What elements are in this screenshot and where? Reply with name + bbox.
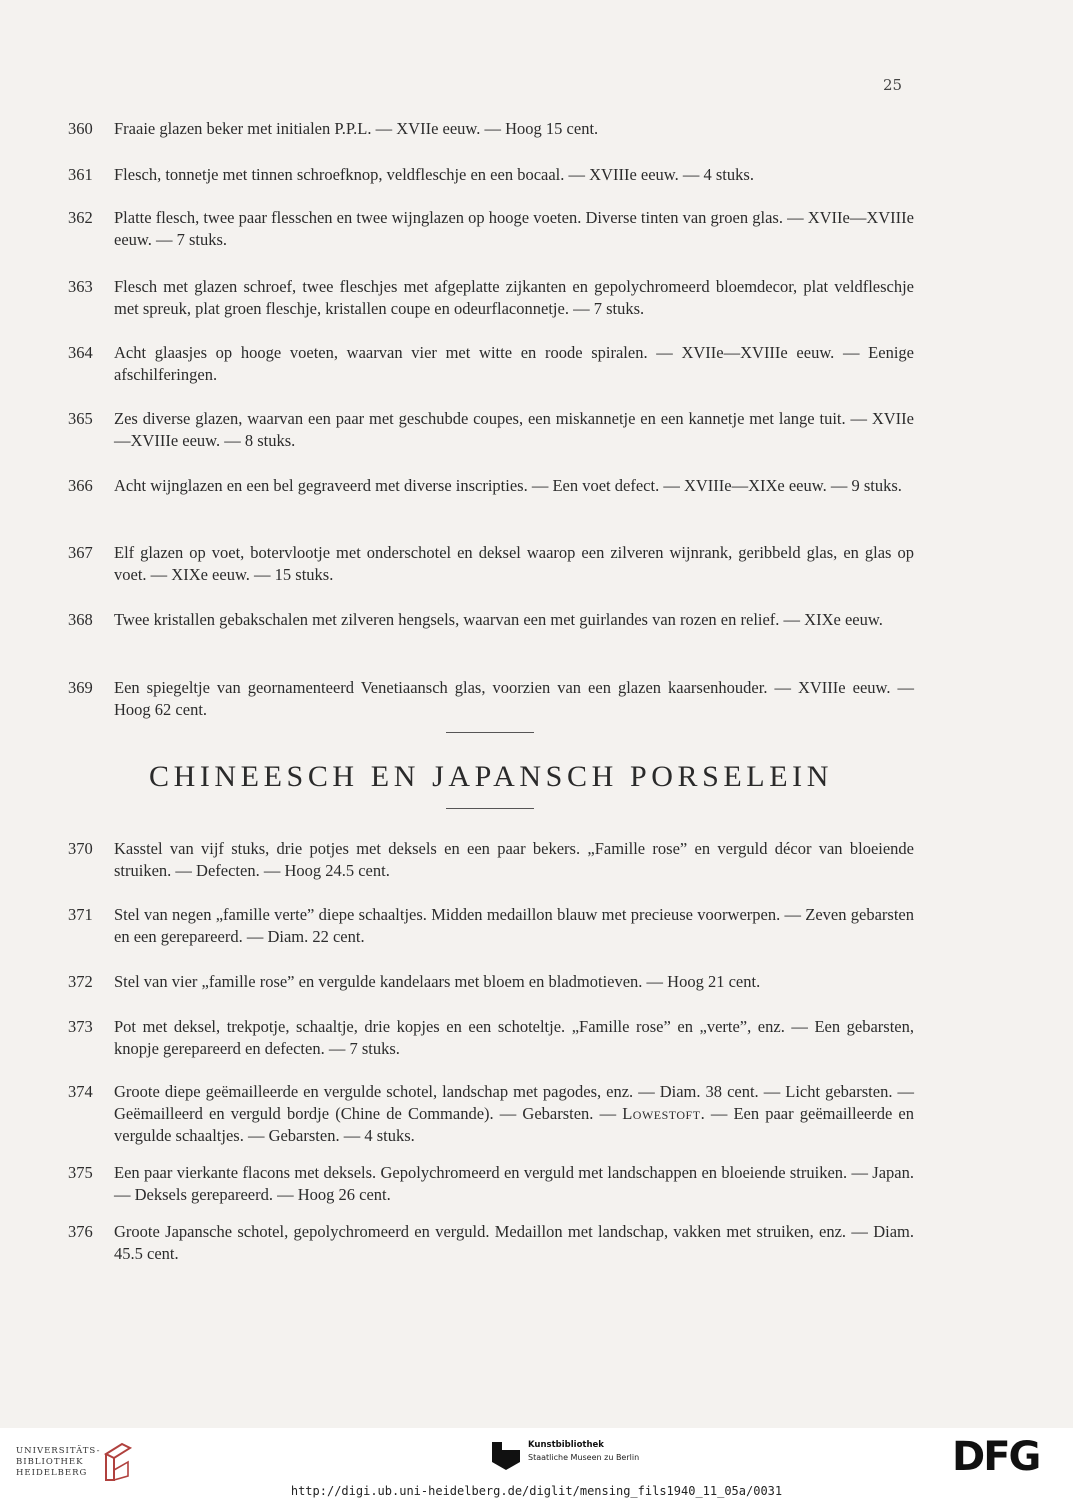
entry-text: Acht glaasjes op hooge voeten, waarvan vier met witte en roode spiralen. — XVIIe—XVIIIe eeuw. — Eenige afschilferingen. <box>114 343 914 384</box>
entry-number: 374 <box>68 1082 93 1101</box>
entry-number: 375 <box>68 1163 93 1182</box>
manufacturer-name: Lowestoft <box>622 1104 701 1123</box>
catalog-entry-374 <box>68 1081 914 1147</box>
ub-heidelberg-logo[interactable] <box>16 1440 136 1484</box>
catalog-entry-361 <box>68 164 914 186</box>
page-number: 25 <box>883 76 903 94</box>
catalog-entry-366 <box>68 475 914 497</box>
entry-number: 369 <box>68 678 93 697</box>
entry-text: Platte flesch, twee paar flesschen en twee wijnglazen op hooge voeten. Diverse tinten van groen glas. — XVIIe—XVIIIe eeuw. — 7 stuks. <box>114 208 914 249</box>
kunstbibliothek-title: Kunstbibliothek <box>528 1440 604 1450</box>
entry-number: 367 <box>68 543 93 562</box>
entry-number: 371 <box>68 905 93 924</box>
entry-text-part: Groote diepe geëmailleerde en vergulde schotel, landschap met pagodes, enz. — Diam. 38 cent. — Licht gebarsten. — Geëmailleerd en verguld bordje (Chine de Commande). — Gebarsten. — <box>114 1082 914 1123</box>
entry-number: 362 <box>68 208 93 227</box>
entry-text: Zes diverse glazen, waarvan een paar met geschubde coupes, een miskannetje en een kannetje met lange tuit. — XVIIe—XVIIIe eeuw. — 8 stuks. <box>114 409 914 450</box>
entry-number: 360 <box>68 119 93 138</box>
kunstbibliothek-subtitle: Staatliche Museen zu Berlin <box>528 1453 640 1462</box>
entry-text: Fraaie glazen beker met initialen P.P.L. — XVIIe eeuw. — Hoog 15 cent. <box>114 119 599 138</box>
entry-text: Elf glazen op voet, botervlootje met onderschotel en deksel waarop een zilveren wijnrank, geribbeld glas, en glas op voet. — XIXe eeuw. — 15 stuks. <box>114 543 914 584</box>
ub-logo-line: UNIVERSITÄTS- <box>16 1446 101 1456</box>
section-heading: CHINEESCH EN JAPANSCH PORSELEIN <box>148 760 834 793</box>
entry-text: Acht wijnglazen en een bel gegraveerd met diverse inscripties. — Een voet defect. — XVIIIe—XIXe eeuw. — 9 stuks. <box>114 476 902 495</box>
entry-number: 366 <box>68 476 93 495</box>
kunstbibliothek-mark-icon <box>488 1442 524 1470</box>
entry-text: Stel van vier „famille rose” en vergulde kandelaars met bloem en bladmotieven. — Hoog 21 cent. <box>114 972 761 991</box>
entry-number: 368 <box>68 610 93 629</box>
entry-number: 364 <box>68 343 93 362</box>
entry-text: Kasstel van vijf stuks, drie potjes met deksels en een paar bekers. „Famille rose” en verguld décor van bloeiende struiken. — Defecten. — Hoog 24.5 cent. <box>114 839 914 880</box>
catalog-entry-370 <box>68 838 914 882</box>
catalog-entry-369 <box>68 677 914 721</box>
entry-text: Een paar vierkante flacons met deksels. Gepolychromeerd en verguld met landschappen en bloeiende struiken. — Japan. — Deksels gerepareerd. — Hoog 26 cent. <box>114 1163 914 1204</box>
catalog-entry-363 <box>68 276 914 320</box>
entry-number: 370 <box>68 839 93 858</box>
entry-number: 372 <box>68 972 93 991</box>
catalog-entry-360 <box>68 118 914 140</box>
dfg-logo[interactable]: DFG <box>952 1434 1040 1480</box>
ub-emblem-icon <box>100 1442 134 1482</box>
catalog-entry-372 <box>68 971 914 993</box>
entry-number: 363 <box>68 277 93 296</box>
section-rule-top <box>446 732 534 733</box>
ub-logo-line: BIBLIOTHEK <box>16 1457 84 1467</box>
catalog-entry-371 <box>68 904 914 948</box>
catalog-entry-375 <box>68 1162 914 1206</box>
catalog-entry-364 <box>68 342 914 386</box>
entry-number: 376 <box>68 1222 93 1241</box>
entry-text: Flesch, tonnetje met tinnen schroefknop, veldfleschje en een bocaal. — XVIIIe eeuw. — 4 stuks. <box>114 165 754 184</box>
catalog-entry-365 <box>68 408 914 452</box>
entry-text <box>114 1081 914 1147</box>
catalog-entry-376 <box>68 1221 914 1265</box>
catalog-entry-373 <box>68 1016 914 1060</box>
viewer-footer <box>0 1428 1073 1502</box>
entry-text: Pot met deksel, trekpotje, schaaltje, drie kopjes en een schoteltje. „Famille rose” en „verte”, enz. — Een gebarsten, knopje gerepareerd en defecten. — 7 stuks. <box>114 1017 914 1058</box>
section-rule-bottom <box>446 808 534 809</box>
ub-logo-line: HEIDELBERG <box>16 1468 88 1478</box>
entry-number: 373 <box>68 1017 93 1036</box>
entry-number: 365 <box>68 409 93 428</box>
entry-text: Twee kristallen gebakschalen met zilveren hengsels, waarvan een met guirlandes van rozen en relief. — XIXe eeuw. <box>114 610 883 629</box>
catalog-entry-368 <box>68 609 914 631</box>
catalog-entry-367 <box>68 542 914 586</box>
entry-text: Flesch met glazen schroef, twee fleschjes met afgeplatte zijkanten en gepolychromeerd bloemdecor, plat veldfleschje met spreuk, plat groen fleschje, kristallen coupe en odeurflaconnetje. — 7 stuks. <box>114 277 914 318</box>
entry-text: Stel van negen „famille verte” diepe schaaltjes. Midden medaillon blauw met precieuse voorwerpen. — Zeven gebarsten en een gerepareerd. — Diam. 22 cent. <box>114 905 914 946</box>
entry-text-part: . — Een paar geëmailleerde en vergulde schaaltjes. — Gebarsten. — 4 stuks. <box>114 1104 914 1145</box>
catalog-entry-362 <box>68 207 914 251</box>
source-url-link[interactable]: http://digi.ub.uni-heidelberg.de/diglit/mensing_fils1940_11_05a/0031 <box>290 1484 783 1498</box>
entry-text: Groote Japansche schotel, gepolychromeerd en verguld. Medaillon met landschap, vakken met struiken, enz. — Diam. 45.5 cent. <box>114 1222 914 1263</box>
kunstbibliothek-logo[interactable] <box>488 1438 668 1478</box>
entry-number: 361 <box>68 165 93 184</box>
entry-text: Een spiegeltje van geornamenteerd Venetiaansch glas, voorzien van een glazen kaarsenhouder. — XVIIIe eeuw. — Hoog 62 cent. <box>114 678 914 719</box>
